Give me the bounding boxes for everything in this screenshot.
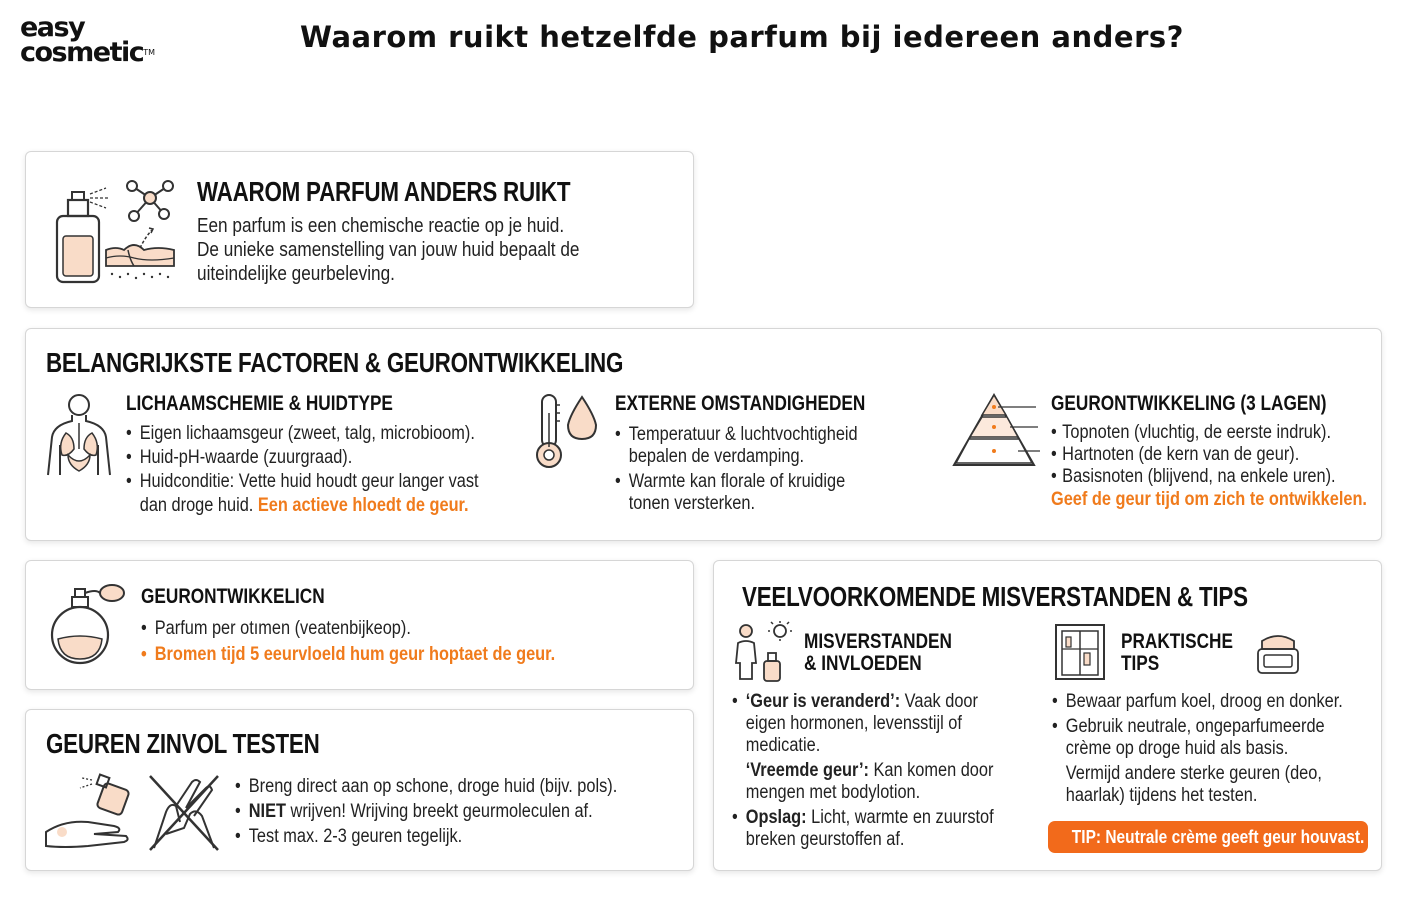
pyramid-icon bbox=[952, 393, 1042, 469]
factors-card bbox=[25, 328, 1382, 541]
list-item: • Warmte kan florale of kruidige bbox=[615, 471, 858, 493]
mis-item1-rest: Vaak door bbox=[900, 691, 978, 712]
tips-list bbox=[1052, 691, 1343, 807]
list-item: • Huidconditie: Vette huid houdt geur langer vast bbox=[126, 470, 479, 494]
list-item: • Gebruik neutrale, ongeparfumeerde bbox=[1052, 716, 1343, 738]
list-item bbox=[732, 691, 994, 713]
body-highlight: Een actieve hloedt de geur. bbox=[257, 495, 469, 516]
list-item bbox=[732, 807, 994, 829]
body-list bbox=[126, 422, 479, 518]
external-list bbox=[615, 424, 858, 515]
external-title: EXTERNE OMSTANDIGHEDEN bbox=[615, 392, 866, 415]
mis-item3-bold: Opslag: bbox=[745, 807, 807, 828]
list-item: • Temperatuur & luchtvochtigheid bbox=[615, 424, 858, 446]
misconceptions-card bbox=[713, 560, 1382, 871]
body-anatomy-icon bbox=[44, 393, 114, 477]
testing-list bbox=[235, 774, 617, 849]
mis-item3-rest: Licht, warmte en zuurstof bbox=[806, 807, 994, 828]
development-card bbox=[25, 560, 694, 690]
list-item bbox=[235, 799, 617, 824]
tips-title-line2: TIPS bbox=[1121, 652, 1160, 675]
mis-item2-rest: Kan komen door bbox=[868, 760, 994, 781]
intro-line-2: De unieke samenstelling van jouw huid bepaalt de bbox=[197, 239, 580, 261]
tip-box-label: TIP: Neutrale crème geeft geur houvast. bbox=[1071, 827, 1365, 847]
intro-line-3: uiteindelijke geurbeleving. bbox=[197, 263, 395, 285]
intro-card bbox=[25, 151, 694, 308]
mis-list bbox=[732, 691, 994, 851]
list-item bbox=[732, 760, 994, 782]
body-title: LICHAAMSCHEMIE & HUIDTYPE bbox=[126, 392, 393, 415]
list-item: • Bewaar parfum koel, droog en donker. bbox=[1052, 691, 1343, 713]
testing-item2-rest: wrijven! Wrijving breekt geurmoleculen af. bbox=[285, 801, 593, 822]
testing-card bbox=[25, 709, 694, 871]
list-item-continuation: breken geurstoffen af. bbox=[745, 829, 905, 850]
list-item-continuation bbox=[126, 494, 479, 518]
perfume-bottle-icon bbox=[48, 581, 128, 665]
testing-item2-bold: NIET bbox=[248, 801, 286, 822]
misconceptions-title: VEELVOORKOMENDE MISVERSTANDEN & TIPS bbox=[742, 581, 1248, 612]
list-item-continuation: eigen hormonen, levensstijl of bbox=[745, 713, 962, 734]
logo-line1: easy bbox=[20, 12, 85, 43]
list-item: • Topnoten (vluchtig, de eerste indruk). bbox=[1051, 422, 1336, 444]
cabinet-icon bbox=[1054, 623, 1106, 681]
person-sun-bottle-icon bbox=[732, 621, 796, 683]
testing-title: GEUREN ZINVOL TESTEN bbox=[46, 728, 320, 759]
list-item: Vermijd andere sterke geuren (deo, bbox=[1065, 763, 1322, 784]
mis-item2-bold: ‘Vreemde geur’: bbox=[745, 760, 869, 781]
mis-title-line2: & INVLOEDEN bbox=[804, 652, 922, 675]
list-item-continuation: haarlak) tijdens het testen. bbox=[1065, 785, 1258, 806]
intro-line-1: Een parfum is een chemische reactie op je huid. bbox=[197, 215, 565, 237]
factors-title: BELANGRIJKSTE FACTOREN & GEURONTWIKKELING bbox=[46, 347, 624, 378]
mis-title-line1: MISVERSTANDEN bbox=[804, 630, 952, 653]
list-item: • Parfum per otımen (veatenbijkeop). bbox=[141, 617, 555, 641]
logo-line2: cosmetic bbox=[20, 37, 144, 68]
list-item-continuation: medicatie. bbox=[745, 735, 821, 756]
list-item: • Bromen tijd 5 eeurvloeld hum geur hoptaet de geur. bbox=[141, 643, 555, 667]
page-title: Waarom ruikt hetzelfde parfum bij iedereen anders? bbox=[300, 20, 1184, 54]
mis-item1-bold: ‘Geur is veranderd’: bbox=[745, 691, 901, 712]
logo-trademark: TM bbox=[143, 48, 156, 57]
layers-highlight: Geef de geur tijd om zich te ontwikkelen. bbox=[1051, 489, 1367, 510]
list-item: • Basisnoten (blijvend, na enkele uren). bbox=[1051, 466, 1336, 488]
list-item-continuation: crème op droge huid als basis. bbox=[1065, 738, 1289, 759]
logo bbox=[20, 12, 190, 68]
list-item-continuation: tonen versterken. bbox=[628, 493, 756, 514]
list-item: • Breng direct aan op schone, droge huid (bijv. pols). bbox=[235, 774, 617, 799]
body-item3-line2: dan droge huid. bbox=[139, 495, 254, 516]
spray-wrist-icon bbox=[44, 774, 132, 854]
perfume-molecule-skin-icon bbox=[54, 178, 178, 288]
list-item-continuation: mengen met bodylotion. bbox=[745, 782, 921, 803]
tips-title-line1: PRAKTISCHE bbox=[1121, 630, 1233, 653]
layers-title: GEURONTWIKKELING (3 LAGEN) bbox=[1051, 392, 1327, 415]
list-item: • Eigen lichaamsgeur (zweet, talg, microbioom). bbox=[126, 422, 479, 446]
tip-box bbox=[1048, 821, 1368, 853]
development-list bbox=[141, 617, 555, 667]
thermometer-drop-icon bbox=[534, 393, 600, 471]
list-item: • Hartnoten (de kern van de geur). bbox=[1051, 444, 1336, 466]
cream-jar-icon bbox=[1254, 631, 1302, 677]
list-item: • Test max. 2-3 geuren tegelijk. bbox=[235, 824, 617, 849]
list-item-continuation: bepalen de verdamping. bbox=[628, 446, 805, 467]
development-title: GEURONTWIKKELICN bbox=[141, 585, 325, 608]
list-item: • Huid-pH-waarde (zuurgraad). bbox=[126, 446, 479, 470]
intro-title: WAAROM PARFUM ANDERS RUIKT bbox=[197, 176, 571, 207]
layers-list bbox=[1051, 422, 1336, 488]
no-rubbing-icon bbox=[146, 772, 222, 854]
